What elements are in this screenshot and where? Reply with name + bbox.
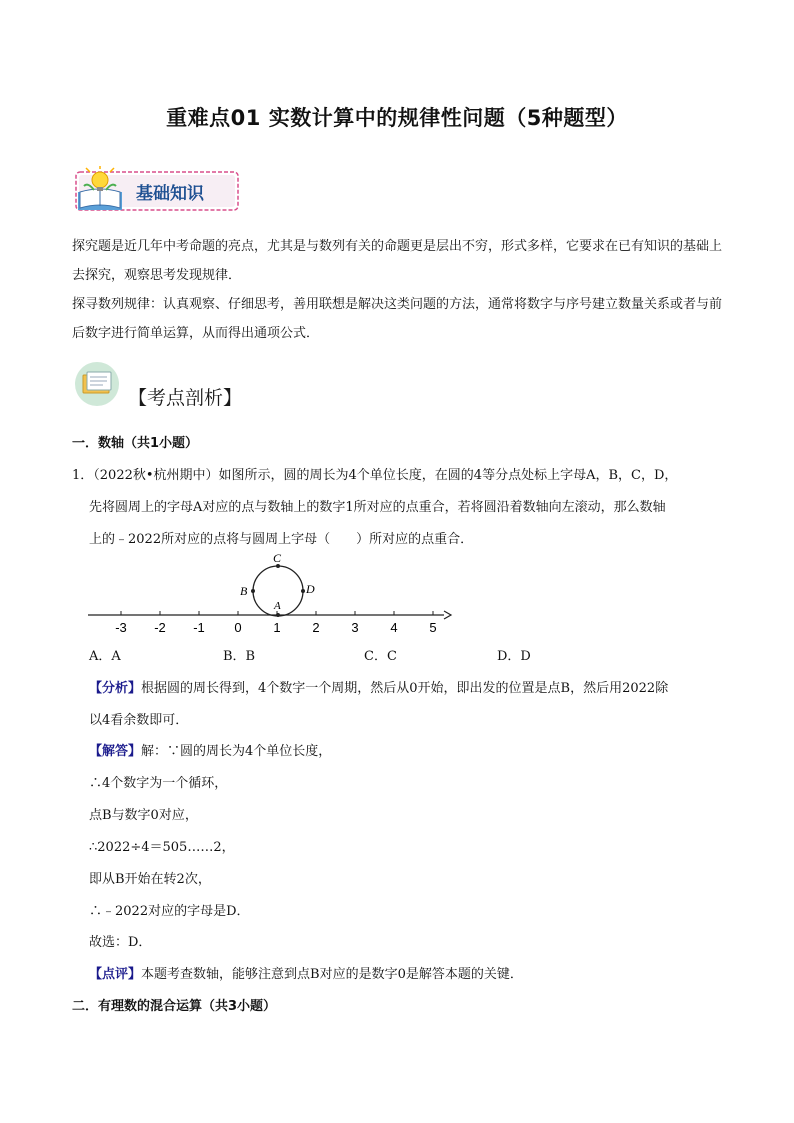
analysis-line-2: 以4看余数即可． <box>89 713 189 728</box>
answer-text-1: 解：∵圆的周长为4个单位长度， <box>141 744 332 759</box>
tick-label: 5 <box>429 620 437 635</box>
option-d: D．D <box>497 649 531 664</box>
answer-step-4: 即从B开始在转2次， <box>89 872 211 887</box>
circle-label-bottom: A <box>274 600 281 612</box>
point-left-dot <box>251 589 255 593</box>
section-heading-2: 二．有理数的混合运算（共3小题） <box>72 999 277 1014</box>
option-b: B．B <box>223 649 256 664</box>
exam-points-label: 【考点剖析】 <box>128 387 243 409</box>
section-heading-1: 一．数轴（共1小题） <box>72 436 199 451</box>
answer-line-1 <box>89 740 331 759</box>
question-1-line-2: 先将圆周上的字母A对应的点与数轴上的数字1所对应的点重合，若将圆沿着数轴向左滚动，那么数轴 <box>89 500 666 515</box>
analysis-tag: 【分析】 <box>89 681 142 696</box>
answer-step-5: ∴﹣2022对应的字母是D． <box>89 904 250 919</box>
answer-step-6: 故选：D． <box>89 935 152 950</box>
point-bottom-dot <box>276 613 280 617</box>
basic-knowledge-label: 基础知识 <box>136 184 204 204</box>
tick-label: 4 <box>390 620 398 635</box>
answer-step-3: ∴2022÷4＝505……2， <box>89 840 235 855</box>
answer-tag: 【解答】 <box>89 744 142 759</box>
point-right-dot <box>301 589 305 593</box>
tick-label: 2 <box>312 620 320 635</box>
intro-paragraph-2: 探寻数列规律：认真观察、仔细思考，善用联想是解决这类问题的方法，通常将数字与序号建立数量关系或者与前后数字进行简单运算，从而得出通项公式． <box>72 297 723 341</box>
tick-label: -2 <box>154 620 166 635</box>
answer-step-2: 点B与数字0对应， <box>89 808 198 823</box>
circle-label-left: B <box>240 584 248 598</box>
circle-label-top: C <box>273 551 282 565</box>
basic-knowledge-banner <box>72 166 242 216</box>
comment-tag: 【点评】 <box>89 967 142 982</box>
question-1-line-1: 1．（2022秋•杭州期中）如图所示，圆的周长为4个单位长度，在圆的4等分点处标上字母A，B，C，D， <box>72 468 678 483</box>
notebook-icon <box>74 361 122 407</box>
page-title: 重难点01 实数计算中的规律性问题（5种题型） <box>166 106 628 130</box>
comment-line <box>89 963 523 982</box>
analysis-text-1: 根据圆的周长得到，4个数字一个周期，然后从0开始，即出发的位置是点B，然后用2022除 <box>141 681 669 696</box>
intro-paragraph-1: 探究题是近几年中考命题的亮点，尤其是与数列有关的命题更是层出不穷，形式多样，它要求在已有知识的基础上去探究，观察思考发现规律． <box>72 239 723 283</box>
tick-label: -3 <box>115 620 127 635</box>
analysis-line-1 <box>89 677 668 696</box>
number-line-figure <box>80 548 460 638</box>
tick-label: 0 <box>234 620 242 635</box>
question-1-line-3: 上的﹣2022所对应的点将与圆周上字母（ ）所对应的点重合． <box>89 532 474 547</box>
comment-text: 本题考查数轴，能够注意到点B对应的是数字0是解答本题的关键． <box>141 967 523 982</box>
tick-label: 3 <box>351 620 359 635</box>
tick-label: -1 <box>193 620 205 635</box>
axis-arrow-icon <box>444 611 451 619</box>
tick-label: 1 <box>273 620 281 635</box>
circle-label-right: D <box>306 582 315 596</box>
option-c: C．C <box>364 649 397 664</box>
exam-points-banner <box>72 361 272 407</box>
option-a: A．A <box>89 649 121 664</box>
answer-step-1: ∴4个数字为一个循环， <box>89 776 228 791</box>
